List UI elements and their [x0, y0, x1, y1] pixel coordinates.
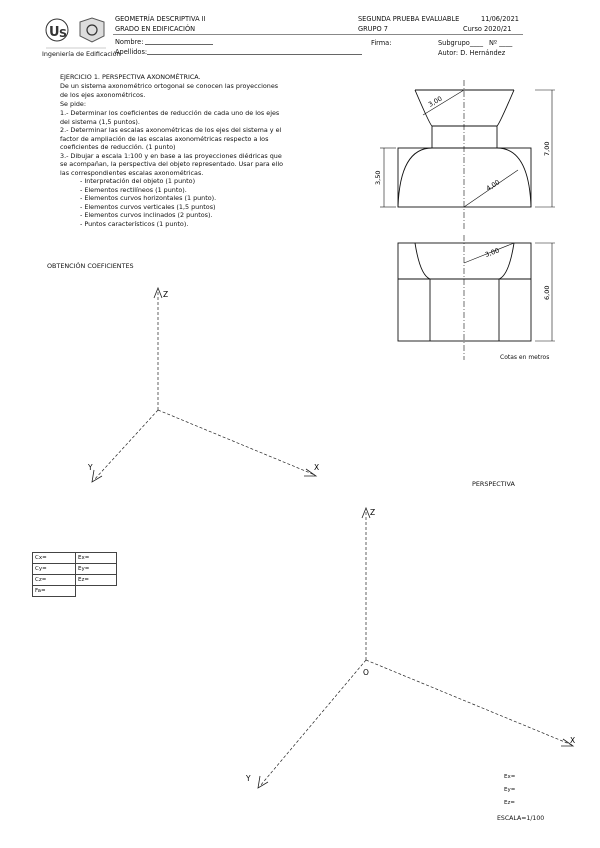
exercise-intro-1: De un sistema axonométrico ortogonal se conocen las proyecciones [60, 82, 279, 90]
perspectiva-title: PERSPECTIVA [472, 480, 515, 488]
elevation-neck [432, 126, 497, 148]
coeficientes-axes [80, 280, 340, 490]
persp-axis-y: Y [246, 774, 251, 783]
criteria-item: - Elementos rectilíneos (1 punto). [80, 185, 187, 194]
dim-600: 6,00 [543, 285, 551, 300]
header-rule [113, 34, 523, 35]
table-row [33, 586, 117, 597]
course-year: Curso 2020/21 [463, 25, 512, 33]
table-row [33, 575, 117, 586]
coeficientes-title: OBTENCIÓN COEFICIENTES [47, 262, 134, 270]
exercise-title: EJERCICIO 1. PERSPECTIVA AXONOMÉTRICA. [60, 73, 201, 81]
persp-ez: Ez= [504, 800, 515, 806]
persp-origin: O [363, 668, 369, 677]
exercise-item: coeficientes de reducción. (1 punto) [60, 143, 176, 151]
perspectiva-axes [230, 500, 590, 800]
dim-400: 4,00 [484, 178, 502, 193]
exercise-item: se acompañan, la perspectiva del objeto representado. Usar para ello [60, 160, 284, 168]
elevation-base-arc-right [497, 148, 531, 207]
ez-cell[interactable]: Ez= [76, 575, 117, 586]
criteria-item: - Puntos característicos (1 punto). [80, 219, 189, 228]
ey-cell[interactable]: Ey= [76, 564, 117, 575]
arrow-y-icon [92, 470, 102, 482]
svg-text:U: U [49, 25, 60, 40]
logo [42, 16, 121, 60]
table-row [33, 564, 117, 575]
author-label: Autor: D. Hernández [438, 49, 506, 57]
degree-title: GRADO EN EDIFICACIÓN [115, 25, 196, 33]
cx-cell[interactable]: Cx= [33, 553, 76, 564]
dim-350: 3,50 [374, 170, 382, 185]
exam-date: 11/06/2021 [481, 15, 520, 23]
dim-700: 7,00 [543, 141, 551, 156]
firma-label: Firma: [371, 39, 392, 47]
persp-ex: Ex= [504, 774, 516, 780]
svg-text:S: S [59, 27, 67, 40]
persp-axis-x: X [570, 736, 576, 745]
dim-300-top: 3,00 [427, 94, 444, 109]
exercise-item: 2.- Determinar las escalas axonométricas de los ejes del sistema y el [60, 126, 282, 134]
se-pide: Se pide: [60, 100, 86, 108]
criteria-item: - Elementos curvos horizontales (1 punto). [80, 194, 217, 202]
coef-axis-z: Z [163, 290, 169, 299]
cz-cell[interactable]: Cz= [33, 575, 76, 586]
exercise-item: 1.- Determinar los coeficientes de reducción de cada uno de los ejes [60, 109, 280, 117]
exercise-item: factor de ampliación de las escalas axonométricas respecto a los [60, 134, 269, 143]
exercise-item: 3.- Dibujar a escala 1:100 y en base a las proyecciones diédricas que [60, 151, 282, 160]
numero-label: Nº ____ [489, 39, 513, 47]
dim-300-plan: 3,00 [483, 246, 501, 259]
empty-cell [76, 586, 117, 597]
persp-ey: Ey= [504, 787, 516, 793]
technical-drawing [360, 70, 560, 370]
criteria-item: - Elementos curvos verticales (1,5 puntos) [80, 202, 216, 211]
subgrupo-label: Subgrupo____ [438, 39, 484, 47]
exercise-intro-2: de los ejes axonométricos. [60, 91, 146, 99]
apellidos-field[interactable] [147, 54, 362, 55]
persp-axis-z: Z [370, 508, 376, 517]
apellidos-label: Apellidos: [115, 48, 148, 56]
units-note: Cotas en metros [500, 354, 550, 361]
coef-axis-y: Y [88, 463, 93, 472]
exam-title: SEGUNDA PRUEBA EVALUABLE [358, 15, 460, 23]
persp-scale: ESCALA=1/100 [497, 815, 545, 822]
group-label: GRUPO 7 [358, 25, 388, 33]
exercise-item: las correspondientes escalas axonométricas. [60, 168, 204, 177]
fa-cell[interactable]: Fa= [33, 586, 76, 597]
coef-axis-x: X [314, 463, 320, 472]
table-row [33, 553, 117, 564]
cy-cell[interactable]: Cy= [33, 564, 76, 575]
plan-left-curve [415, 243, 430, 279]
ex-cell[interactable]: Ex= [76, 553, 117, 564]
criteria-item: - Interpretación del objeto (1 punto) [80, 177, 196, 185]
elevation-base-arc [398, 148, 432, 207]
logo-caption: Ingeniería de Edificación [42, 50, 121, 58]
nombre-label: Nombre: [115, 38, 144, 46]
exercise-item: del sistema (1,5 puntos). [60, 117, 140, 126]
nombre-field[interactable] [145, 44, 213, 45]
course-title: GEOMETRÍA DESCRIPTIVA II [115, 15, 206, 23]
criteria-item: - Elementos curvos inclinados (2 puntos). [80, 211, 213, 219]
elevation-base [398, 148, 531, 207]
arrow-y-icon [258, 776, 268, 788]
coefficient-table [32, 552, 117, 597]
